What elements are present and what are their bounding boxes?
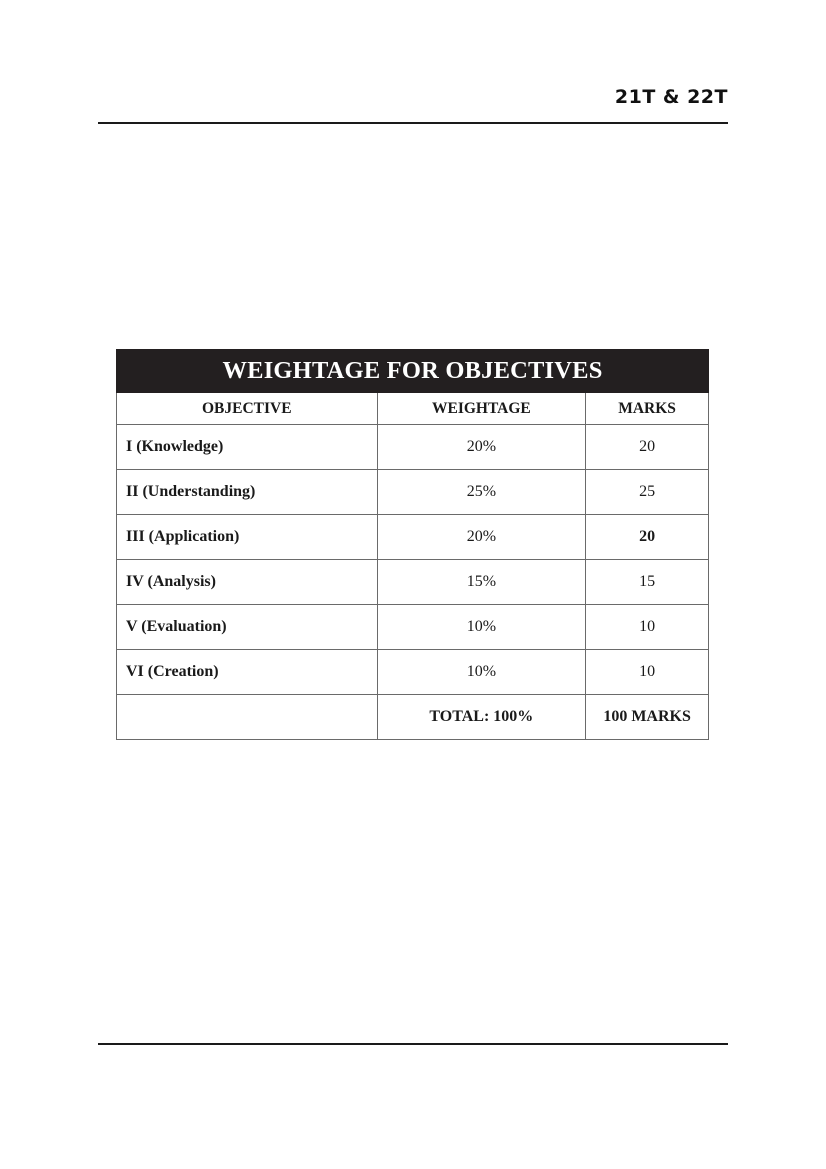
weightage-table — [116, 349, 709, 740]
marks-cell: 25 — [586, 470, 709, 515]
weightage-cell: 10% — [377, 650, 586, 695]
table-header-row — [117, 393, 709, 425]
total-objective-cell — [117, 695, 378, 740]
table-title-row — [117, 350, 709, 393]
weightage-cell: 20% — [377, 515, 586, 560]
table-row — [117, 650, 709, 695]
weightage-cell: 25% — [377, 470, 586, 515]
total-weightage-cell: TOTAL: 100% — [377, 695, 586, 740]
objective-cell: I (Knowledge) — [117, 425, 378, 470]
table-row — [117, 515, 709, 560]
column-header-objective: OBJECTIVE — [117, 393, 378, 425]
table-row — [117, 425, 709, 470]
objective-cell: VI (Creation) — [117, 650, 378, 695]
total-marks-cell: 100 MARKS — [586, 695, 709, 740]
table-title: WEIGHTAGE FOR OBJECTIVES — [117, 350, 709, 393]
header-rule — [98, 122, 728, 124]
table-row — [117, 605, 709, 650]
page-header-code: 21T & 22T — [614, 86, 728, 108]
weightage-cell: 15% — [377, 560, 586, 605]
total-row — [117, 695, 709, 740]
marks-cell: 20 — [586, 515, 709, 560]
table-row — [117, 560, 709, 605]
column-header-marks: MARKS — [586, 393, 709, 425]
objective-cell: III (Application) — [117, 515, 378, 560]
marks-cell: 20 — [586, 425, 709, 470]
marks-cell: 15 — [586, 560, 709, 605]
table-row — [117, 470, 709, 515]
column-header-weightage: WEIGHTAGE — [377, 393, 586, 425]
footer-rule — [98, 1043, 728, 1045]
objective-cell: II (Understanding) — [117, 470, 378, 515]
weightage-cell: 20% — [377, 425, 586, 470]
objective-cell: V (Evaluation) — [117, 605, 378, 650]
marks-cell: 10 — [586, 650, 709, 695]
weightage-cell: 10% — [377, 605, 586, 650]
objective-cell: IV (Analysis) — [117, 560, 378, 605]
marks-cell: 10 — [586, 605, 709, 650]
